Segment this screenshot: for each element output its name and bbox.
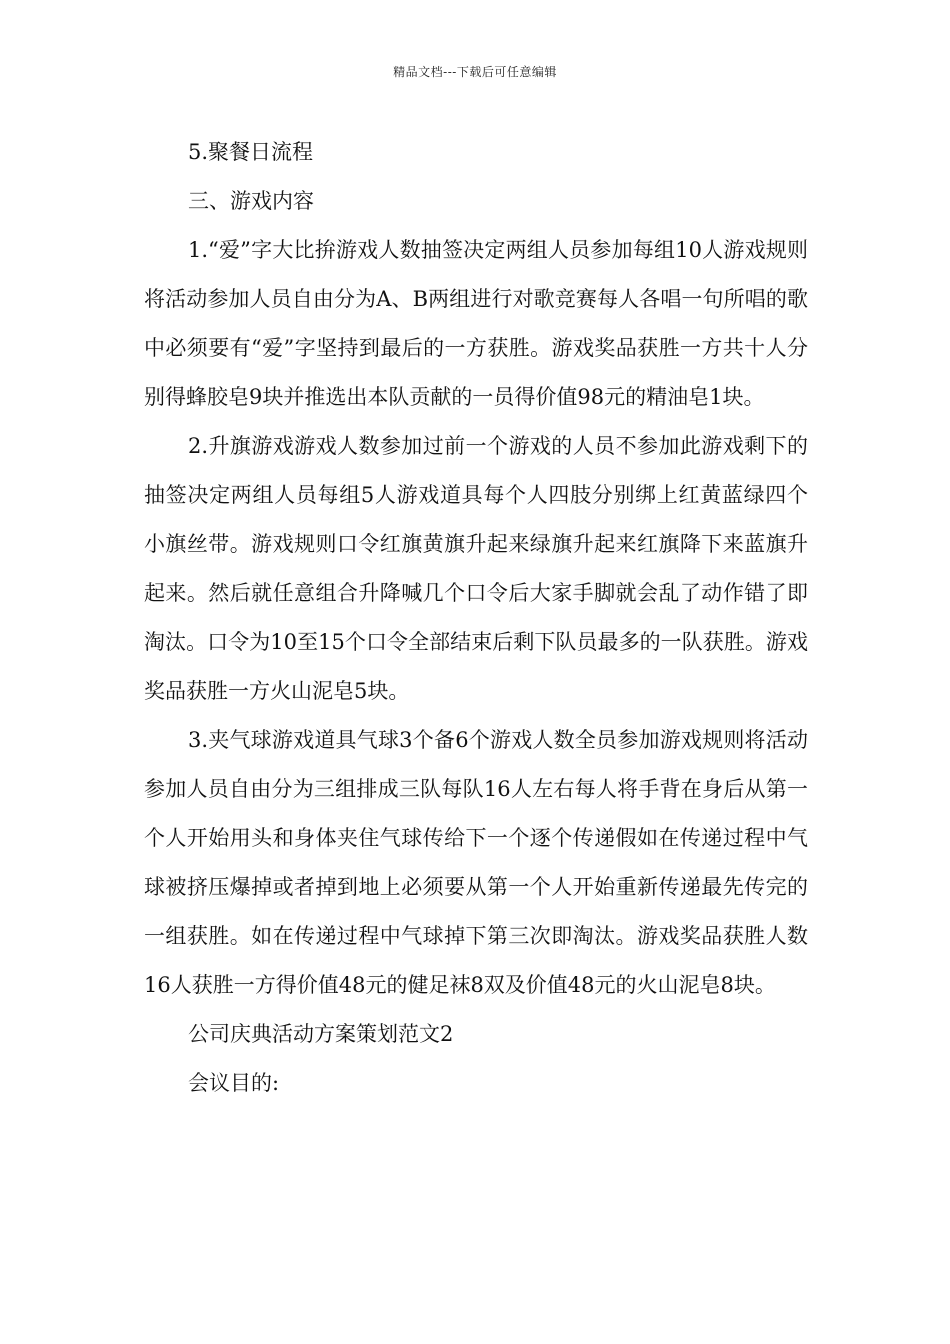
- paragraph-game-1: 1.“爱”字大比拚游戏人数抽签决定两组人员参加每组10人游戏规则将活动参加人员自由分为A、B两组进行对歌竞赛每人各唱一句所唱的歌中必须要有“爱”字坚持到最后的一方获胜。游戏奖品获胜一方共十人分别得蜂胶皂9块并推选出本队贡献的一员得价值98元的精油皂1块。: [144, 238, 808, 409]
- page-header: 精品文档---下载后可任意编辑: [393, 65, 557, 79]
- section-heading-template-2: 公司庆典活动方案策划范文2: [188, 1022, 454, 1046]
- section-heading-meeting-purpose: 会议目的:: [188, 1071, 280, 1095]
- paragraph-game-2: 2.升旗游戏游戏人数参加过前一个游戏的人员不参加此游戏剩下的抽签决定两组人员每组5人游戏道具每个人四肢分别绑上红黄蓝绿四个小旗丝带。游戏规则口令红旗黄旗升起来绿旗升起来红旗降下来蓝旗升起来。然后就任意组合升降喊几个口令后大家手脚就会乱了动作错了即淘汰。口令为10至15个口令全部结束后剩下队员最多的一队获胜。游戏奖品获胜一方火山泥皂5块。: [144, 434, 808, 703]
- section-heading-games: 三、游戏内容: [188, 189, 314, 213]
- document-body: [144, 128, 808, 1108]
- paragraph-game-3: 3.夹气球游戏道具气球3个备6个游戏人数全员参加游戏规则将活动参加人员自由分为三组排成三队每队16人左右每人将手背在身后从第一个人开始用头和身体夹住气球传给下一个逐个传递假如在传递过程中气球被挤压爆掉或者掉到地上必须要从第一个人开始重新传递最先传完的一组获胜。如在传递过程中气球掉下第三次即淘汰。游戏奖品获胜人数16人获胜一方得价值48元的健足袜8双及价值48元的火山泥皂8块。: [144, 728, 808, 997]
- section-heading-flow: 5.聚餐日流程: [188, 140, 314, 164]
